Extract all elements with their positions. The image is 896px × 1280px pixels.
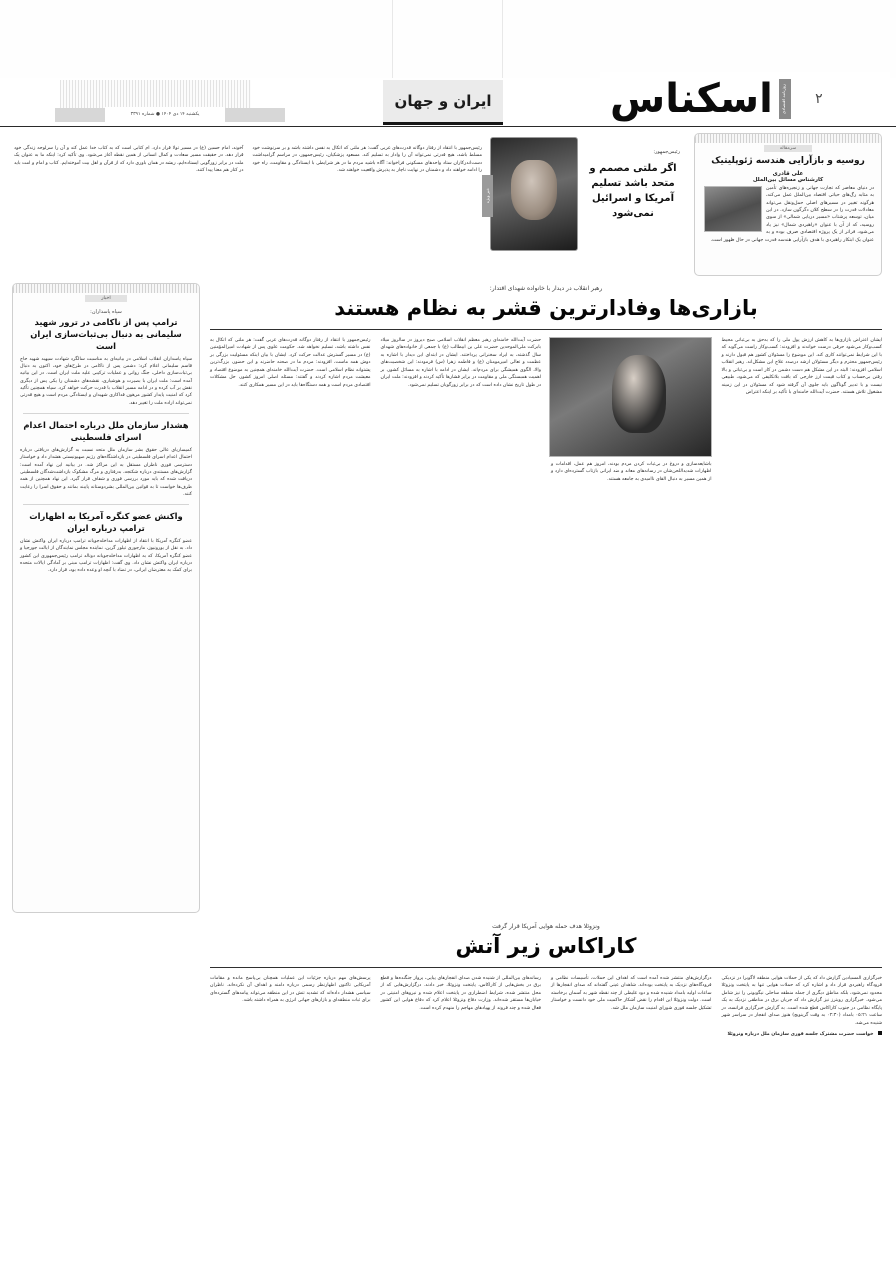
- issue-date: [105, 107, 225, 122]
- editorial-author-photo: [704, 186, 762, 232]
- main-article-divider: [210, 329, 882, 330]
- editorial-author-role: کارشناس مسائل بین‌الملل: [752, 176, 824, 183]
- news-separator: [23, 413, 189, 414]
- bottom-article-kicker: ونزوئلا هدف حمله هوایی آمریکا قرار گرفت: [492, 923, 600, 930]
- news-sidebar-tag: اخبار: [85, 295, 127, 302]
- news-sidebar-hatch-decoration: [13, 284, 199, 293]
- section-tag[interactable]: [383, 80, 503, 125]
- middle-zone: [14, 283, 882, 913]
- masthead-hatch-decoration: [60, 80, 251, 110]
- news-item[interactable]: [13, 309, 199, 407]
- president-photo: [490, 137, 578, 251]
- news-item-title[interactable]: ترامپ پس از ناکامی در ترور شهید سلیمانی به دنبال بی‌ثبات‌سازی ایران است: [30, 317, 182, 351]
- news-item-body: عضو کنگره آمریکا با انتقاد از اظهارات مداخله‌جویانه ترامپ درباره ایران واکنش نشان داد. به نقل از یورونیوز، مارجوری تیلور گرین، نماینده مجلس نمایندگان از ایالت جورجیا و عضو کنگره آمریکا، که به اظهارات مداخله‌جویانه دونالد ترامپ رئیس‌جمهوری این کشور درباره ایران واکنش نشان داد. وی گفت: اظهارات ترامپ مبنی بر آمادگی ایالات متحده برای کمک به معترضان ایرانی، در تضاد با آنچه او وعده داده بود، قرار دارد.: [20, 539, 192, 574]
- issue-date-text: یکشنبه ۱۴ دی ۱۴۰۴ ● شماره ۳۳۹۱: [130, 112, 200, 117]
- main-article-photo-caption: باشایعه‌سازی و دروغ در بی‌ثبات کردن مردم بودند، امروز هم عمل، اقدامات و اظهارات شدیداللحن‌شان در رسانه‌های معاند و ضد ایرانی بازتاب گسترده‌ای دارد و از همین مسیر به دنبال القای ناامیدی به جامعه هستند.: [551, 462, 712, 482]
- editorial-author: علی قادری: [772, 170, 804, 177]
- editorial-hatch-decoration: [695, 134, 881, 143]
- bottom-article-column-3: رسانه‌های بین‌المللی از شنیده شدن صدای انفجارهای پیاپی، پرواز جنگنده‌ها و قطع برق در بخش‌هایی از کاراکاس، پایتخت ونزوئلا، خبر دادند. درگزارش‌هایی که از محل منتشر شده، شرایط اضطراری در پایتخت اعلام شده و نیروهای امنیتی در خیابان‌ها مستقر شده‌اند. وزارت دفاع ونزوئلا اعلام کرد که دفاع هوایی این کشور فعال شده و چند فروند از پهپادهای مهاجم را منهدم کرده است.: [380, 976, 541, 1011]
- bottom-zone: [14, 923, 882, 1273]
- quote-side-label: خبر ویژه: [482, 175, 493, 217]
- bottom-article-column-1: خبرگزاری المسیادین گزارش داد که یکی از حملات هوایی منطقه لاگویرا در نزدیکی فرودگاه راهبردی قرار داد و اشاره کرد که حملات هوایی تنها به پایتخت ونزوئلا محدود نمی‌شود، بلکه مناطق دیگری از جمله منطقه ساحلی نیگویونی را نیز شامل می‌شود. خبرگزاری رویترز نیز گزارش داد که جریان برق در مناطقی نزدیک به یک پایگاه نظامی در جنوب کاراکاس قطع شده است. به گزارش خبرگزاری فرانسه، در ساعت ۰۵:۲۱ بامداد (۰۴:۳۰ به وقت گرینویچ) هنوز صدای انفجار در سراسر شهر شنیده می‌شد. خواست حضرت مشترک جلسه فوری سازمان ملل درباره ونزوئلا: [721, 976, 882, 1037]
- masthead-logo-area: [600, 72, 890, 126]
- president-quote-text: اگر ملتی مصمم و متحد باشد تسلیم آمریکا و اسرائیل نمی‌شود: [589, 163, 677, 219]
- editorial-title[interactable]: روسیه و بازآرایی هندسه ژئوپلیتیک: [711, 156, 865, 166]
- newspaper-logo[interactable]: اسکناس: [610, 76, 773, 122]
- news-item-kicker: سپاه پاسداران:: [90, 309, 122, 315]
- top-article-column-1: رئیس‌جمهور با انتقاد از رفتار دوگانه قدرت‌های غربی گفت: هر ملتی که اتکال به نفس داشته باشد و بر سرنوشت خود مسلط باشد، هیچ قدرتی نمی‌تواند آن را وادار به تسلیم کند. مسعود پزشکیان، رئیس‌جمهور، در مراسم گرامیداشت دست‌اندرکاران ستاد واحدهای مسکونی فراخواند: آگاه باشید مردم ما در هر شرایطی با ایستادگی و مقاومت، راه خود را ادامه خواهند داد و دشمنان در نهایت ناچار به پذیرش واقعیت خواهند شد.: [252, 146, 482, 174]
- president-quote-box[interactable]: [485, 133, 686, 274]
- top-article-column-2: آخوند، امام حسین (ع) در مسیر تولا قرار دارد. ام کتابی است که به کتاب خدا عمل کند و آن را سرلوحه زندگی خود قرار دهد. در حقیقت مسیر سعادت و کمال انسانی از همین نقطه آغاز می‌شود. وی تأکید کرد: اینکه ما به عنوان یک ملت در برابر زورگویی ایستاده‌ایم، ریشه در همان باوری دارد که از قرآن و اهل بیت آموخته‌ایم. کتاب و امام و امت باید در کنار هم معنا پیدا کنند.: [14, 146, 244, 174]
- president-quote-kicker: رئیس‌جمهور:: [653, 149, 680, 155]
- main-article-column-4: رئیس‌جمهور با انتقاد از رفتار دوگانه قدرت‌های غربی گفت: هر ملتی که اتکال به نفس داشته باشد، تسلیم نخواهد شد. حکومت علوی پس از شهادت امیرالمؤمنین (ع) در مسیر گسترش عدالت حرکت کرد. ایشان با بیان اینکه مسئولیت بزرگی بر دوش همه ماست، افزودند: مردم ما در صحنه حاضرند و این حضور، بزرگ‌ترین پشتوانه نظام اسلامی است. حضرت آیت‌الله خامنه‌ای همچنین به موضوع اقتصاد و معیشت مردم اشاره کردند و گفتند: مسئله اصلی امروز کشور، حل مشکلات اقتصادی مردم است و همه دستگاه‌ها باید در این مسیر همکاری کنند.: [210, 338, 371, 388]
- news-item-body: کمیساریای عالی حقوق بشر سازمان ملل متحد نسبت به گزارش‌های دریافتی درباره احتمال اعدام اسرای فلسطینی در بازداشتگاه‌های رژیم صهیونیستی هشدار داد و خواستار دسترسی فوری ناظران مستقل به این مراکز شد. در بیانیه این نهاد آمده است: گزارش‌های مستندی درباره شکنجه، بدرفتاری و مرگ مشکوک بازداشت‌شدگان فلسطینی دریافت شده که باید مورد بررسی فوری و شفاف قرار گیرد. این نهاد همچنین از همه طرف‌ها خواست تا به قوانین بین‌المللی بشردوستانه پایبند بمانند و حقوق اسرا را رعایت کنند.: [20, 447, 192, 497]
- page-content: [14, 133, 882, 1273]
- editorial-tag: سرمقاله: [764, 145, 812, 152]
- news-separator: [23, 504, 189, 505]
- news-item[interactable]: [13, 511, 199, 574]
- editorial-box[interactable]: [694, 133, 882, 276]
- main-article-column-2: [551, 337, 712, 483]
- bottom-article-column-2: درگزارش‌های منتشر شده آمده است که اهداف این حملات، تأسیسات نظامی و فرودگاه‌های نزدیک به پایتخت بوده‌اند. شاهدان عینی گفته‌اند که صدای انفجارها از ساعات اولیه بامداد شنیده شده و دود غلیظی از چند نقطه شهر به آسمان برخاسته است. دولت ونزوئلا این اقدام را نقض آشکار حاکمیت ملی خود دانست و خواستار تشکیل جلسه فوری شورای امنیت سازمان ملل شد.: [551, 976, 712, 1011]
- news-item-title[interactable]: واکنش عضو کنگره آمریکا به اظهارات ترامپ درباره ایران: [29, 511, 183, 534]
- bottom-article-headline[interactable]: کاراکاس زیر آتش: [455, 934, 637, 958]
- news-item-title[interactable]: هشدار سازمان ملل درباره احتمال اعدام اسرای فلسطینی: [23, 420, 189, 442]
- main-article-headline[interactable]: بازاری‌ها وفادارترین قشر به نظام هستند: [334, 296, 758, 320]
- news-item-body: سپاه پاسداران انقلاب اسلامی در بیانیه‌ای به مناسبت سالگرد شهادت سپهبد شهید حاج قاسم سلیمانی اعلام کرد: دشمن پس از ناکامی در طرح‌های خود، اکنون به دنبال بی‌ثبات‌سازی داخلی، جنگ روانی و عملیات ترکیبی علیه ملت ایران است. در این بیانیه آمده است: ملت ایران با بصیرت و هوشیاری، نقشه‌های دشمنان را یکی پس از دیگری نقش بر آب کرده و در ادامه مسیر انقلاب با قدرت حرکت خواهد کرد. سپاه همچنین تأکید کرد که امنیت پایدار کشور مرهون فداکاری شهیدان و ایستادگی مردم است و هیچ قدرتی نمی‌تواند اراده ملت را تغییر دهد.: [20, 356, 192, 406]
- masthead-vertical-label: روزنامه اقتصادی: [779, 79, 791, 119]
- news-item[interactable]: [13, 420, 199, 498]
- page-top-blank: [0, 0, 896, 78]
- page-number: ۲: [815, 91, 823, 107]
- top-article: [14, 133, 482, 274]
- main-article-kicker: رهبر انقلاب در دیدار با خانواده شهدای اقتدار:: [489, 285, 603, 292]
- main-article: [210, 283, 882, 911]
- main-article-column-1: ایشان اعتراض بازاری‌ها به کاهش ارزش پول ملی را که به‌حق به بی‌ثباتی محیط کسب‌وکار می‌شود حرفی درست خواندند و افزودند: کسب‌وکار راست می‌گوید که با این شرایط نمی‌توانند کاری کند. این موضوع را مسئولان کشور هم قبول دارند و رئیس‌جمهور محترم و دیگر مسئولان ارشد درصدد علاج این مشکل‌اند. رهبر انقلاب اسلامی افزودند: البته در این مشکل هم دست دشمن در کار است و بی‌ثباتی و بالا رفتن بی‌حساب و کتاب قیمت ارز خارجی که بافت بلاتکلیفی که می‌شود، طبیعی نیست و با تدبیر گوناگون باید جلوی آن گرفته شود که مسئولان در این زمینه مشغول تلاش هستند. حضرت آیت‌الله خامنه‌ای با تأکید بر اینکه اعتراض: [721, 338, 882, 395]
- bottom-article-note: خواست حضرت مشترک جلسه فوری سازمان ملل درباره ونزوئلا: [727, 1031, 874, 1037]
- section-tag-label: ایران و جهان: [394, 92, 492, 110]
- top-strip: [14, 133, 882, 276]
- note-bullet-icon: [878, 1031, 882, 1035]
- bottom-article-column-4: پرسش‌های مهم درباره جزئیات این عملیات همچنان بی‌پاسخ مانده و مقامات آمریکایی تاکنون اظهارنظر رسمی درباره دامنه و اهداف آن نکرده‌اند. ناظران سیاسی هشدار داده‌اند که تشدید تنش در این منطقه می‌تواند پیامدهای گسترده‌ای برای ثبات منطقه‌ای و بازارهای جهانی انرژی به همراه داشته باشد.: [210, 976, 371, 1004]
- bottom-article-divider: [210, 967, 882, 968]
- editorial-body: در دنیای معاصر که تجارت جهانی و زنجیره‌های تأمین به مثابه رگ‌های حیاتی اقتصاد بین‌الملل عمل می‌کند، هرگونه تغییر در مسیرهای اصلی حمل‌ونقل می‌تواند معادلات قدرت را در سطح کلان دگرگون سازد. در این میان، توسعه پرشتاب «مسیر دریایی شمالی» از سوی روسیه، که از آن با عنوان «راهبردی شمال» نیز یاد می‌شود، فراتر از یک پروژه اقتصادی صرف بوده و به عنوان یک ابتکار راهبردی با هدف بازآرایی هندسه قدرت جهانی در حال ظهور است.: [695, 183, 881, 244]
- masthead-divider: [0, 126, 896, 127]
- bottom-article: [210, 923, 882, 1038]
- leader-photo: [549, 337, 712, 457]
- news-sidebar[interactable]: [12, 283, 200, 913]
- main-article-column-3: حضرت آیت‌الله خامنه‌ای رهبر معظم انقلاب اسلامی صبح دیروز در سالروز میلاد بابرکت ملی‌الموحدین حضرت علی بن ابیطالب (ع) با جمعی از خانواده‌های شهدای سال گذشته، به ایراد سخنرانی پرداختند. ایشان در ابتدای این دیدار با اشاره به عظمت و تعالی امیرمومنان (ع) و فاطمه زهرا (س) فرمودند: این شخصیت‌های والا، الگوی همیشگی برای مردم‌اند. ایشان در ادامه با اشاره به مسائل کشور، بر اهمیت همبستگی ملی و مقاومت در برابر فشارها تأکید کردند و افزودند: ملت ایران در طول تاریخ نشان داده است که در برابر زورگویان تسلیم نمی‌شود.: [380, 338, 541, 388]
